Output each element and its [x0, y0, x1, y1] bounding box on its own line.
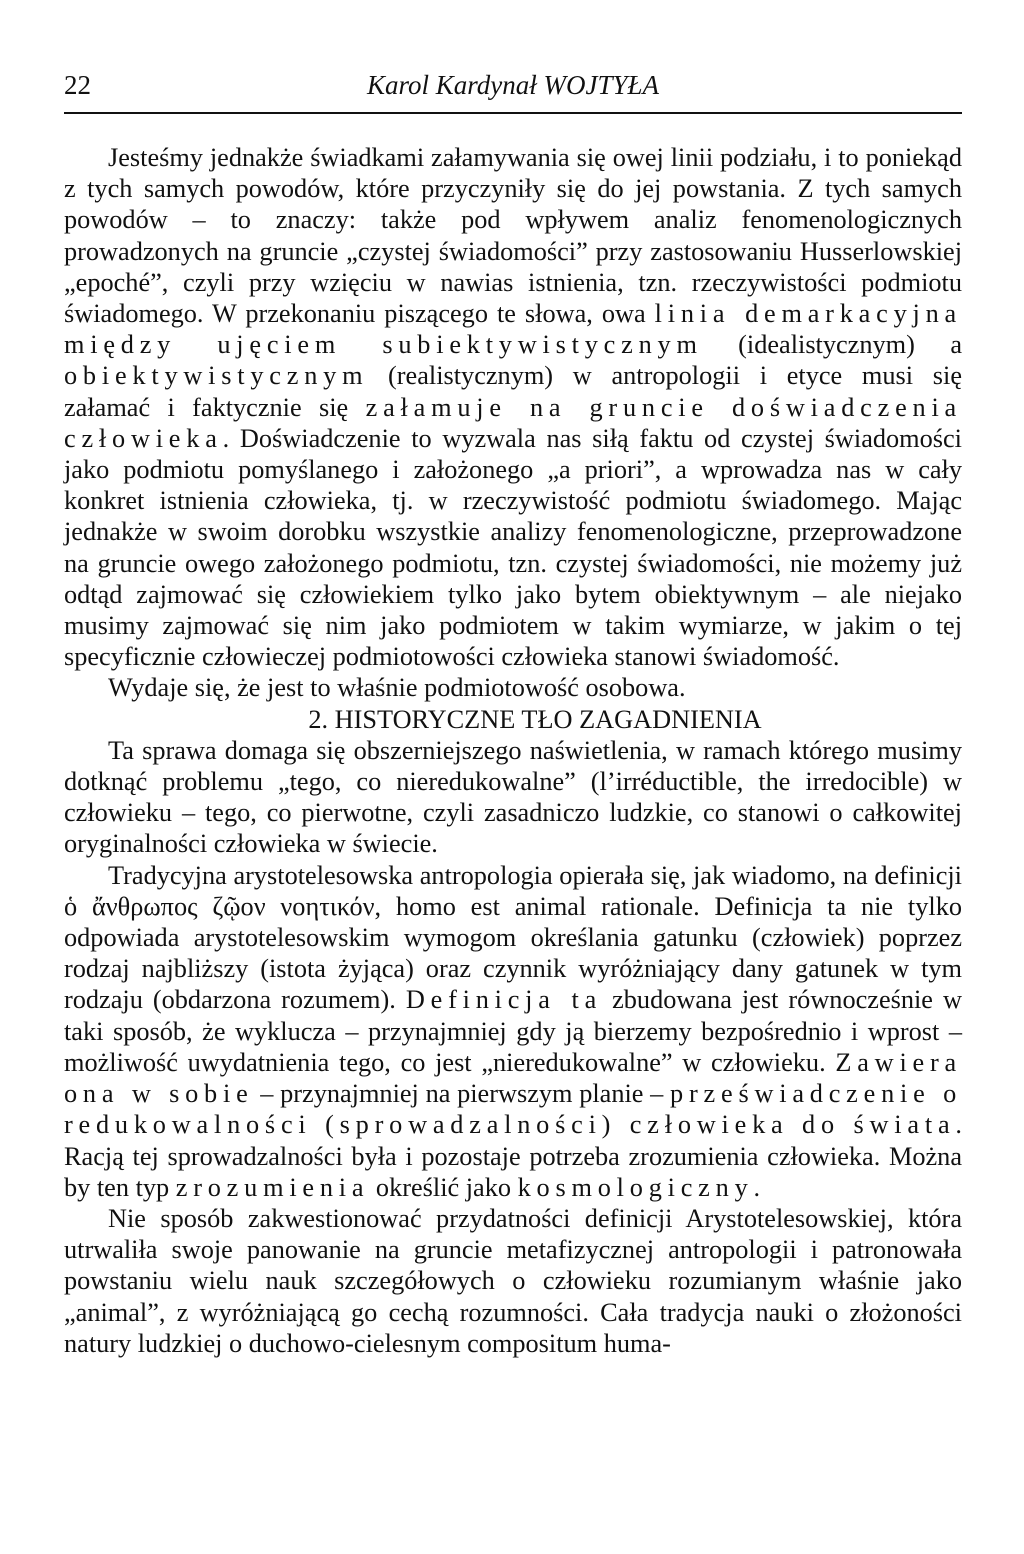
paragraph-3 — [64, 735, 962, 860]
paragraph-4 — [64, 860, 962, 1203]
text-run: – przynajmniej na pierwszym planie – — [253, 1079, 671, 1109]
text-run: Jesteśmy jednakże świadkami załamywania się owej linii podziału, i to poniekąd z tych samych powodów, które przyczyniły się do jej powstania. Z tych samych powodów – to znaczy: także pod wpływem analiz fenomenologicznych prowadzonych na gruncie „czystej świadomości” przy zastosowaniu Husserlowskiej „epoché”, czyli przy wzięciu w nawias istnienia, tzn. rzeczywistości podmiotu świadomego. W przekonaniu piszącego te słowa, owa — [64, 143, 962, 329]
text-run: . — [753, 1172, 761, 1202]
page-body — [64, 142, 962, 1359]
paragraph-2 — [64, 672, 962, 703]
text-run: zbudowana jest równocześnie w taki sposób, że wyklucza – przynajmniej gdy ją bierzemy bezpośrednio i wprost – możliwość uwydatnienia tego, co jest „nieredukowalne” w człowieku. — [64, 985, 962, 1077]
text-run: Tradycyjna arystotelesowska antropologia opierała się, jak wiadomo, na definicji ὁ ἄνθρωπος ζῷον νοητικόν, homo est animal rationale. Definicja ta nie tylko odpowiada arystotelesowskim wymogom określania gatunku (człowiek) poprzez rodzaj najbliższy (istota żyjąca) oraz czynnik wyróżniający dany gatunek w tym rodzaju (obdarzona rozumem). — [64, 860, 962, 1015]
text-run: (realistycznym) w antropologii i etyce musi się załamać i faktycznie się — [64, 361, 962, 422]
page — [64, 62, 962, 1359]
text-run: (idealistycznym) a — [702, 330, 962, 360]
emphasized-text: zrozumienia — [175, 1172, 370, 1202]
emphasized-text: kosmologiczny — [517, 1172, 754, 1202]
paragraph-1 — [64, 142, 962, 672]
text-run: Wydaje się, że jest to właśnie podmiotowość osobowa. — [108, 673, 686, 703]
emphasized-text: Definicja ta — [405, 985, 603, 1015]
emphasized-text: linia demarkacyjna między ujęciem subiektywistycznym — [64, 299, 962, 360]
section-heading: 2. HISTORYCZNE TŁO ZAGADNIENIA — [308, 704, 762, 734]
emphasized-text: załamuje na gruncie doświadczenia człowieka — [64, 392, 963, 453]
page-number: 22 — [64, 70, 91, 100]
emphasized-text: obiektywistycznym — [64, 361, 369, 391]
text-run: określić jako — [369, 1172, 518, 1202]
emphasized-text: Zawiera ona w sobie — [64, 1047, 962, 1109]
text-run: . Racją tej sprowadzalności była i pozostaje potrzeba zrozumienia człowieka. Można by ten typ — [64, 1110, 962, 1202]
text-run: Ta sprawa domaga się obszerniejszego naświetlenia, w ramach którego musimy dotknąć problemu „tego, co nieredukowalne” (l’irréductible, the irredocible) w człowieku – tego, co pierwotne, czyli zasadniczo ludzkie, co stanowi o całkowitej oryginalności człowieka w świecie. — [64, 735, 962, 859]
text-run: Nie sposób zakwestionować przydatności definicji Arystotelesowskiej, która utrwaliła swoje panowanie na gruncie metafizycznej antropologii i patronowała powstaniu wielu nauk szczegółowych o człowieku rozumianym właśnie jako „animal”, z wyróżniającą go cechą rozumności. Cała tradycja nauki o złożoności natury ludzkiej o duchowo-cielesnym compositum huma- — [64, 1203, 962, 1358]
emphasized-text: przeświadczenie o redukowalności (sprowadzalności) człowieka do świata — [64, 1079, 963, 1140]
page-header — [64, 62, 962, 114]
running-title: Karol Kardynał WOJTYŁA — [366, 70, 660, 100]
paragraph-5 — [64, 1203, 962, 1359]
text-run: . Doświadczenie to wyzwala nas siłą faktu od czystej świadomości jako podmiotu pomyślanego i założonego „a priori”, a wprowadza nas w cały konkret istnienia człowieka, tj. w rzeczywistość podmiotu świadomego. Mając jednakże w swoim dorobku wszystkie analizy fenomenologiczne, przeprowadzone na gruncie owego założonego podmiotu, tzn. czystej świadomości, nie możemy już odtąd zajmować się człowiekiem tylko jako bytem obiektywnym – ale niejako musimy zajmować się nim jako podmiotem w takim wymiarze, w jakim o tej specyficznie człowieczej podmiotowości człowieka stanowi świadomość. — [64, 423, 962, 672]
